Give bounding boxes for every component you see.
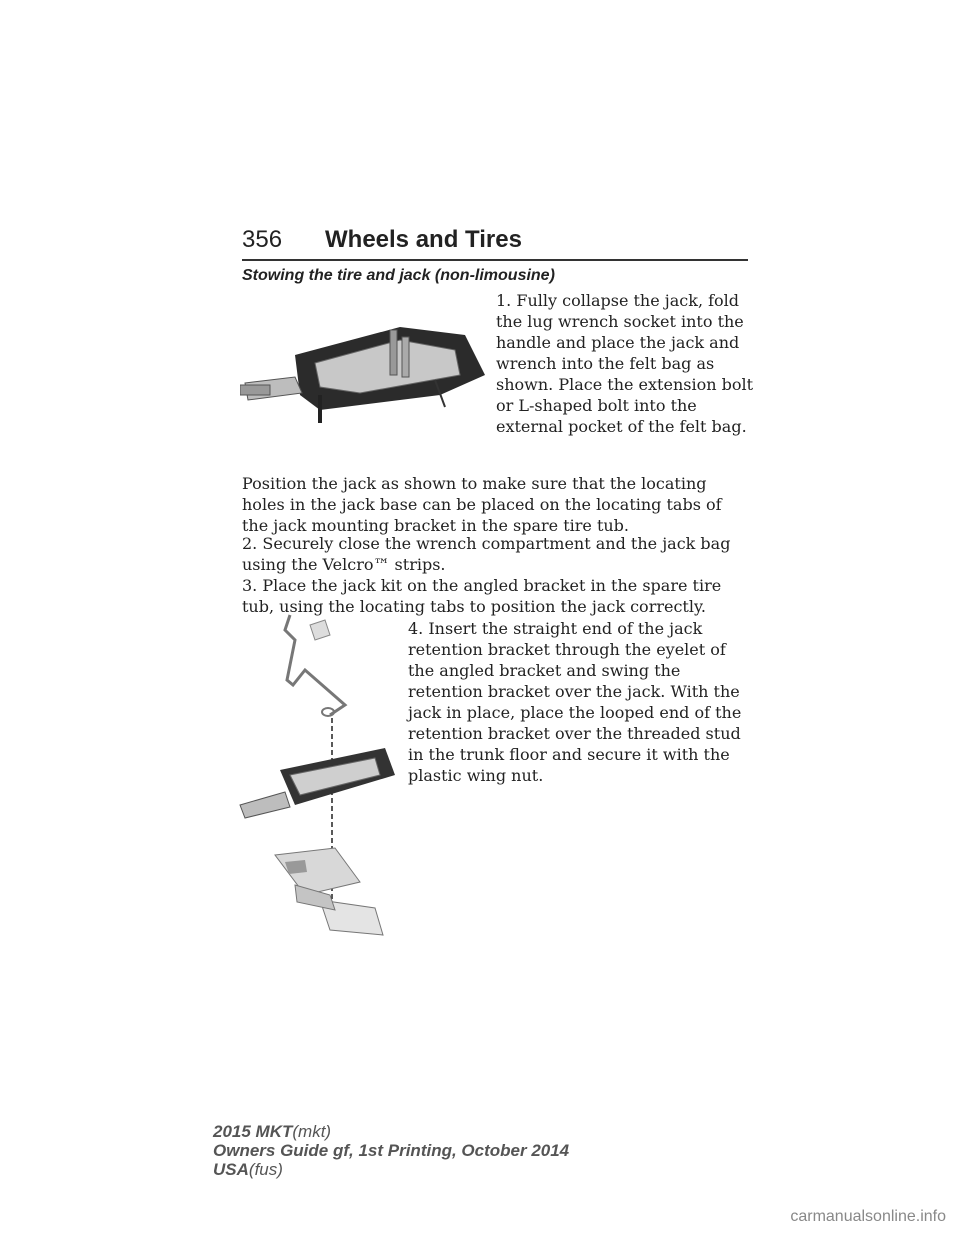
page-number: 356 [242,226,283,253]
step-4-text: 4. Insert the straight end of the jack retention bracket through the eyelet of the angled bracket and swing the retention bracket over the jack. With the jack in place, place the looped end of the retention bracket over the threaded stud in the trunk floor and secure it with the plastic wing nut. [408,619,742,785]
subheading: Stowing the tire and jack (non-limousine) [242,267,555,284]
footer-model-line [213,1122,331,1142]
jack-felt-bag-illustration [240,315,490,425]
section-title: Wheels and Tires [325,226,522,253]
step-3-text: 3. Place the jack kit on the angled bracket in the spare tire tub, using the locating tabs to position the jack correctly. [242,576,722,616]
step-1-text: 1. Fully collapse the jack, fold the lug wrench socket into the handle and place the jack and wrench into the felt bag as shown. Place the extension bolt or L-shaped bolt into the external pocket of the felt bag. [496,291,754,436]
watermark: carmanualsonline.info [790,1208,946,1225]
step-2-text: 2. Securely close the wrench compartment and the jack bag using the Velcro™ strips. [242,534,731,574]
footer-model: 2015 MKT [213,1122,293,1141]
footer-region-line [213,1160,283,1180]
footer-region-code: (fus) [248,1160,283,1179]
position-text: Position the jack as shown to make sure that the locating holes in the jack base can be placed on the locating tabs of the jack mounting bracket in the spare tire tub. [242,474,722,535]
footer-model-code: (mkt) [292,1122,332,1141]
footer-region: USA [213,1160,249,1179]
header-divider [242,259,748,261]
footer-guide-line: Owners Guide gf, 1st Printing, October 2014 [213,1141,570,1160]
retention-bracket-illustration [235,610,405,940]
